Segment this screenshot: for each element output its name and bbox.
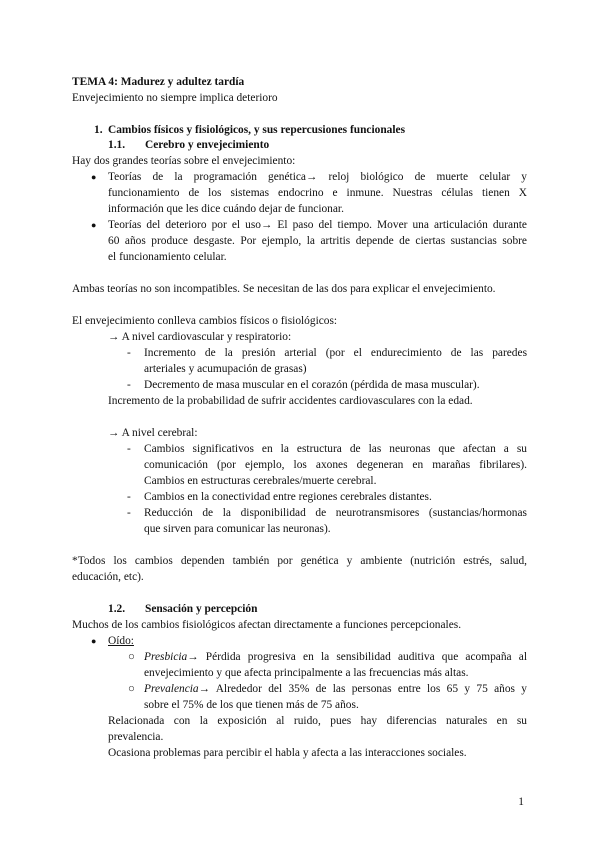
cardio-heading: → A nivel cardiovascular y respiratorio: — [108, 331, 292, 343]
dash-3: - — [127, 443, 131, 455]
brain-heading: → A nivel cerebral: — [108, 427, 198, 439]
bullet-1-line-2: funcionamiento de los sistemas endocrino e inmune. Nuestras células tienen X — [108, 187, 527, 199]
presbicia-line-2: envejecimiento y que afecta principalmente a las frecuencias más altas. — [144, 667, 469, 679]
bullet-1-line-3: información que les dice cuándo dejar de funcionar. — [108, 203, 344, 215]
bullet-2: ● — [91, 220, 97, 230]
circle-bullet-2: ○ — [128, 683, 135, 695]
brain-item-3-line-2: que sirven para comunicar las neuronas). — [144, 523, 331, 535]
noise-line-1: Relacionada con la exposición al ruido, pues hay diferencias naturales en su — [108, 715, 527, 727]
brain-item-3-line-1: Reducción de la disponibilidad de neurotransmisores (sustancias/hormonas — [144, 507, 527, 519]
subsection-1-1-title: Cerebro y envejecimiento — [145, 139, 270, 151]
subsection-1-2-title: Sensación y percepción — [145, 603, 258, 615]
oido-label: Oído: — [108, 635, 134, 647]
presbicia-line-1 — [144, 649, 527, 665]
presbicia-definition: → Pérdida progresiva en la sensibilidad auditiva que acompaña al — [187, 651, 527, 663]
bullet-2-line-2: 60 años produce desgaste. Por ejemplo, la artritis depende de ciertas sustancias sobre — [108, 235, 527, 247]
brain-item-2: Cambios en la conectividad entre regiones cerebrales distantes. — [144, 491, 432, 503]
brain-item-1-line-2: comunicación (por ejemplo, los axones degeneran en marañas fibrilares). — [144, 459, 527, 471]
prevalencia-term: Prevalencia — [144, 683, 199, 695]
noise-line-3: Ocasiona problemas para percibir el habla y afecta a las interacciones sociales. — [108, 747, 467, 759]
cardio-item-2: Decremento de masa muscular en el corazón (pérdida de masa muscular). — [144, 379, 480, 391]
compatibility-paragraph: Ambas teorías no son incompatibles. Se necesitan de las dos para explicar el envejecimiento. — [72, 283, 496, 295]
bullet-oido: ● — [91, 636, 97, 646]
section-1-title: Cambios físicos y fisiológicos, y sus repercusiones funcionales — [108, 124, 406, 136]
doc-title: TEMA 4: Madurez y adultez tardía — [72, 76, 245, 88]
noise-line-2: prevalencia. — [108, 731, 164, 743]
page-number: 1 — [518, 796, 524, 808]
bullet-1: ● — [91, 172, 97, 182]
changes-intro: El envejecimiento conlleva cambios físicos o fisiológicos: — [72, 315, 338, 327]
bullet-2-line-3: el funcionamiento celular. — [108, 251, 227, 263]
subsection-1-1-number: 1.1. — [108, 139, 126, 151]
bullet-1-line-1: Teorías de la programación genética→ reloj biológico de muerte celular y — [108, 171, 527, 183]
theories-intro: Hay dos grandes teorías sobre el envejecimiento: — [72, 155, 296, 167]
prevalencia-line-1 — [144, 681, 527, 697]
footnote-line-2: educación, etc). — [72, 571, 144, 583]
dash-5: - — [127, 507, 131, 519]
doc-subtitle: Envejecimiento no siempre implica deterioro — [72, 92, 278, 104]
brain-item-1-line-1: Cambios significativos en la estructura de las neuronas que afectan a su — [144, 443, 527, 455]
cardio-item-1-line-2: arteriales y acumupación de grasas) — [144, 363, 307, 375]
presbicia-term: Presbicia — [144, 651, 188, 663]
cardio-note: Incremento de la probabilidad de sufrir accidentes cardiovasculares con la edad. — [108, 395, 473, 407]
subsection-1-2-number: 1.2. — [108, 603, 126, 615]
brain-item-1-line-3: Cambios en estructuras cerebrales/muerte cerebral. — [144, 475, 377, 487]
prevalencia-line-2: sobre el 75% de los que tienen más de 75 años. — [144, 699, 359, 711]
dash-1: - — [127, 347, 131, 359]
prevalencia-definition: → Alrededor del 35% de las personas entre los 65 y 75 años y — [198, 683, 527, 695]
perception-intro: Muchos de los cambios fisiológicos afectan directamente a funciones percepcionales. — [72, 619, 462, 631]
section-1-number: 1. — [94, 124, 103, 136]
dash-2: - — [127, 379, 131, 391]
bullet-2-line-1: Teorías del deterioro por el uso→ El paso del tiempo. Mover una articulación durante — [108, 219, 527, 231]
circle-bullet-1: ○ — [128, 651, 135, 663]
dash-4: - — [127, 491, 131, 503]
cardio-item-1-line-1: Incremento de la presión arterial (por el endurecimiento de las paredes — [144, 347, 527, 359]
footnote-line-1: *Todos los cambios dependen también por genética y ambiente (nutrición estrés, salud, — [72, 555, 527, 567]
